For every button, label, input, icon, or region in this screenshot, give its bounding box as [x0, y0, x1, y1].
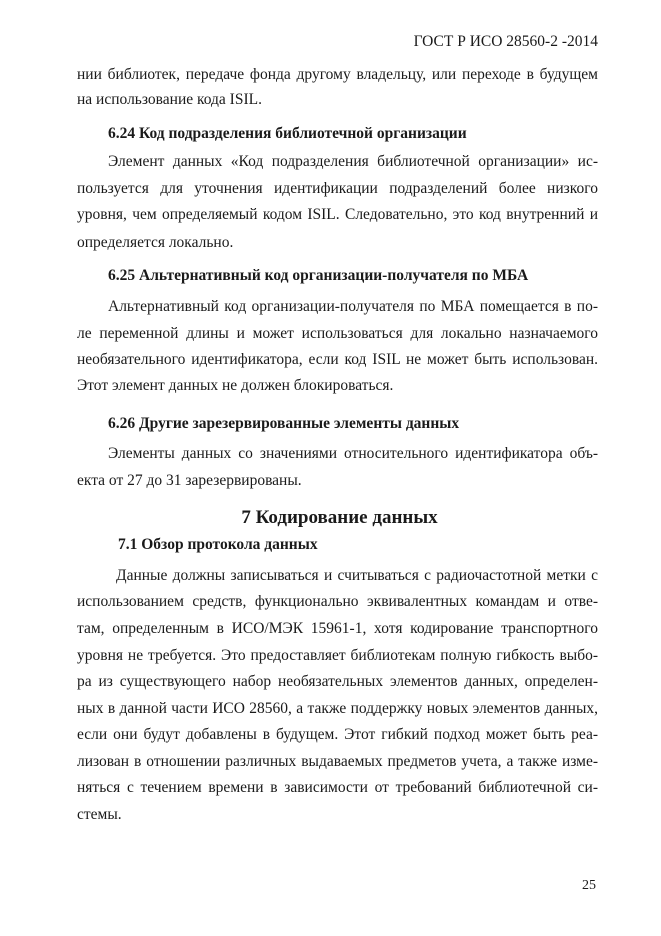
- text-line: уровня, чем определяемый кодом ISIL. Следовательно, это код внутренний и: [77, 206, 598, 223]
- text-line: екта от 27 до 31 зарезервированы.: [77, 472, 302, 489]
- text-line: Этот элемент данных не должен блокироваться.: [77, 377, 394, 394]
- text-line: использованием средств, функционально эквивалентных командам и отве-: [77, 593, 598, 610]
- text-line: стемы.: [77, 806, 122, 823]
- text-line: Альтернативный код организации-получателя по МБА помещается в по-: [108, 298, 598, 315]
- text-line: лизован в отношении различных выдаваемых предметов учета, а также изме-: [77, 753, 598, 770]
- text-line: необязательного идентификатора, если код ISIL не может быть использован.: [77, 351, 598, 368]
- chapter-heading-7: 7 Кодирование данных: [241, 507, 438, 528]
- text-line: Элемент данных «Код подразделения библиотечной организации» ис-: [108, 153, 598, 170]
- text-line: там, определенным в ИСО/МЭК 15961-1, хотя кодирование транспортного: [77, 620, 598, 637]
- text-line: определяется локально.: [77, 234, 234, 251]
- text-line: нии библиотек, передаче фонда другому владельцу, или переходе в будущем: [77, 66, 598, 83]
- text-line: няться с течением времени в зависимости от требований библиотечной си-: [77, 779, 598, 796]
- text-line: Элементы данных со значениями относительного идентификатора объ-: [108, 445, 598, 462]
- text-line: если они будут добавлены в будущем. Этот гибкий подход может быть реа-: [77, 726, 598, 743]
- section-heading-6-26: 6.26 Другие зарезервированные элементы данных: [108, 415, 460, 432]
- text-line: уровня не требуется. Это предоставляет библиотекам полную гибкость выбо-: [77, 647, 598, 664]
- text-line: ных в данной части ИСО 28560, а также поддержку новых элементов данных,: [77, 700, 598, 717]
- text-line: на использование кода ISIL.: [77, 91, 262, 108]
- section-heading-7-1: 7.1 Обзор протокола данных: [118, 536, 318, 553]
- document-header: ГОСТ Р ИСО 28560-2 -2014: [413, 33, 598, 50]
- text-line: Данные должны записываться и считываться с радиочастотной метки с: [116, 567, 598, 584]
- text-line: пользуется для уточнения идентификации подразделений более низкого: [77, 180, 598, 197]
- page-number: 25: [582, 878, 596, 893]
- text-line: ле переменной длины и может использоваться для локально назначаемого: [77, 325, 598, 342]
- section-heading-6-24: 6.24 Код подразделения библиотечной организации: [108, 125, 467, 142]
- text-line: ра из существующего набор необязательных элементов данных, определен-: [77, 673, 598, 690]
- section-heading-6-25: 6.25 Альтернативный код организации-получателя по МБА: [108, 267, 529, 284]
